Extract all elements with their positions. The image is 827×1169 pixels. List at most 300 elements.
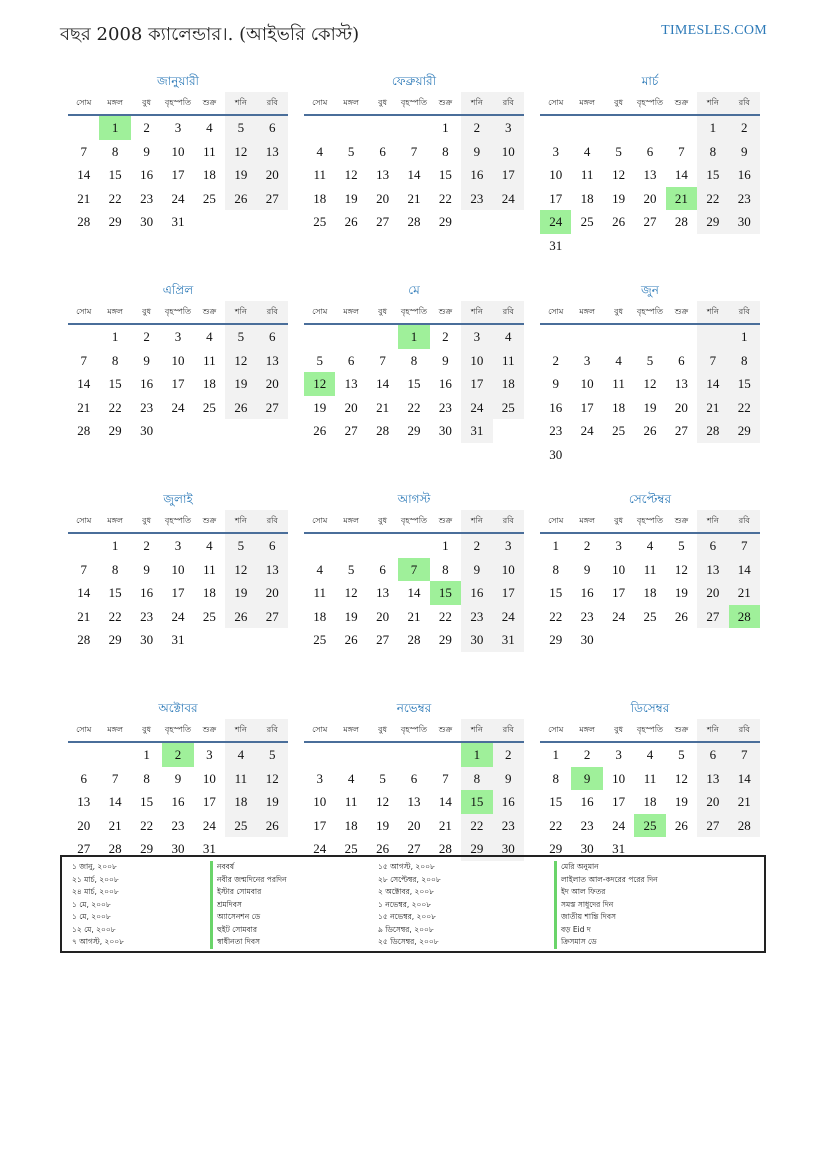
day-cell[interactable]: 24 [313,841,327,856]
day-cell[interactable]: 17 [580,399,594,415]
day-cell[interactable]: 4 [493,325,524,349]
day-cell[interactable]: 12 [376,794,390,809]
day-cell[interactable]: 4 [225,743,256,767]
day-cell[interactable]: 3 [552,143,559,159]
day-cell[interactable]: 18 [202,585,216,600]
day-cell[interactable]: 27 [376,632,390,647]
day-cell[interactable]: 20 [697,581,728,605]
day-cell[interactable]: 17 [493,163,524,187]
day-cell[interactable]: 27 [643,214,657,229]
day-cell[interactable]: 22 [549,608,563,624]
day-cell[interactable]: 30 [140,632,154,647]
day-cell[interactable]: 22 [729,396,760,420]
day-cell[interactable]: 8 [442,143,449,159]
day-cell[interactable]: 12 [225,558,256,582]
day-cell[interactable]: 13 [697,558,728,582]
day-cell[interactable]: 26 [674,608,688,624]
day-cell[interactable]: 27 [376,214,390,229]
day-cell[interactable]: 16 [549,399,563,415]
day-cell[interactable]: 15 [438,167,452,182]
day-cell[interactable]: 6 [80,770,87,786]
day-cell[interactable]: 24 [171,608,185,624]
day-cell[interactable]: 2 [143,120,150,135]
day-cell[interactable]: 3 [316,770,323,786]
day-cell[interactable]: 25 [313,632,327,647]
day-cell[interactable]: 14 [77,376,91,391]
day-cell[interactable]: 28 [407,214,421,229]
day-cell[interactable]: 2 [143,538,150,553]
day-cell[interactable]: 19 [225,372,256,396]
day-cell[interactable]: 22 [438,608,452,624]
day-cell[interactable]: 4 [615,352,622,368]
day-cell[interactable]: 18 [313,190,327,206]
day-cell[interactable]: 25 [493,396,524,420]
day-cell[interactable]: 7 [111,770,119,786]
day-cell[interactable]: 9 [461,558,492,582]
day-cell[interactable]: 20 [257,372,288,396]
day-cell[interactable]: 4 [646,747,654,762]
day-cell[interactable]: 23 [549,423,563,438]
day-cell[interactable]: 26 [674,817,688,833]
day-cell[interactable]: 22 [407,399,421,415]
day-cell[interactable]: 5 [678,538,685,553]
day-cell[interactable]: 16 [461,163,492,187]
day-cell[interactable]: 28 [438,841,452,856]
day-cell[interactable]: 9 [552,376,559,391]
day-cell[interactable]: 17 [612,585,626,600]
day-cell[interactable]: 14 [729,767,760,791]
day-cell[interactable]: 28 [77,214,91,229]
day-cell[interactable]: 10 [171,143,185,159]
day-cell[interactable]: 5 [347,561,355,577]
day-cell[interactable]: 16 [171,794,185,809]
day-cell[interactable]: 10 [612,561,626,577]
day-cell[interactable]: 3 [583,352,591,368]
day-cell[interactable]: 17 [313,817,327,833]
day-cell[interactable]: 11 [580,167,594,182]
day-cell[interactable]: 30 [140,423,154,438]
day-cell[interactable]: 4 [206,329,213,344]
day-cell[interactable]: 6 [257,116,288,140]
day-cell[interactable]: 29 [549,632,563,647]
day-cell[interactable]: 10 [171,561,185,577]
day-cell[interactable]: 31 [461,419,492,443]
day-cell[interactable]: 15 [729,372,760,396]
day-cell[interactable]: 22 [461,814,492,838]
day-cell[interactable]: 1 [143,747,150,762]
day-cell[interactable]: 3 [461,325,492,349]
day-cell[interactable]: 2 [493,743,524,767]
day-cell[interactable]: 3 [174,329,182,344]
day-cell[interactable]: 19 [376,817,390,833]
day-cell[interactable]: 17 [493,581,524,605]
day-cell[interactable]: 13 [257,349,288,373]
day-cell[interactable]: 14 [697,372,728,396]
day-cell[interactable]: 27 [257,605,288,629]
day-cell[interactable]: 6 [697,534,728,558]
day-cell[interactable]: 22 [697,187,728,211]
day-cell[interactable]: 8 [552,561,559,577]
day-cell[interactable]: 1 [442,538,449,553]
day-cell[interactable]: 25 [643,608,657,624]
day-cell[interactable]: 12 [674,770,688,786]
day-cell[interactable]: 21 [108,817,122,833]
day-cell[interactable]: 1 [111,329,119,344]
day-cell[interactable]: 4 [316,143,323,159]
day-cell[interactable]: 12 [344,167,358,182]
day-cell[interactable]: 3 [615,538,622,553]
day-cell[interactable]: 2 [442,329,449,344]
day-cell[interactable]: 30 [461,628,492,652]
day-cell[interactable]: 2 [162,743,193,767]
day-cell[interactable]: 18 [643,794,657,809]
day-cell[interactable]: 15 [407,376,421,391]
day-cell[interactable]: 19 [344,608,358,624]
day-cell[interactable]: 9 [493,767,524,791]
day-cell[interactable]: 17 [171,585,185,600]
day-cell[interactable]: 12 [612,167,626,182]
day-cell[interactable]: 10 [612,770,626,786]
day-cell[interactable]: 16 [580,794,594,809]
day-cell[interactable]: 25 [344,841,358,856]
day-cell[interactable]: 15 [549,585,563,600]
day-cell[interactable]: 1 [99,116,130,140]
day-cell[interactable]: 4 [347,770,355,786]
day-cell[interactable]: 7 [80,561,87,577]
day-cell[interactable]: 22 [108,190,122,206]
day-cell[interactable]: 26 [344,632,358,647]
day-cell[interactable]: 12 [304,372,335,396]
day-cell[interactable]: 12 [643,376,657,391]
day-cell[interactable]: 20 [376,608,390,624]
day-cell[interactable]: 1 [697,116,728,140]
day-cell[interactable]: 3 [174,120,182,135]
day-cell[interactable]: 21 [729,581,760,605]
day-cell[interactable]: 11 [203,561,216,577]
day-cell[interactable]: 27 [674,423,688,438]
day-cell[interactable]: 6 [257,325,288,349]
day-cell[interactable]: 24 [540,210,571,234]
day-cell[interactable]: 10 [202,770,216,786]
site-link[interactable]: TIMESLES.COM [661,23,767,38]
day-cell[interactable]: 16 [461,581,492,605]
day-cell[interactable]: 24 [493,187,524,211]
day-cell[interactable]: 24 [580,423,594,438]
day-cell[interactable]: 31 [171,632,185,647]
day-cell[interactable]: 8 [111,352,119,368]
day-cell[interactable]: 15 [430,581,461,605]
day-cell[interactable]: 10 [549,167,563,182]
day-cell[interactable]: 8 [442,561,449,577]
day-cell[interactable]: 21 [407,190,421,206]
day-cell[interactable]: 27 [697,605,728,629]
day-cell[interactable]: 5 [646,352,654,368]
day-cell[interactable]: 16 [729,163,760,187]
day-cell[interactable]: 30 [493,837,524,861]
day-cell[interactable]: 28 [674,214,688,229]
day-cell[interactable]: 30 [438,423,452,438]
day-cell[interactable]: 23 [580,817,594,833]
day-cell[interactable]: 27 [257,187,288,211]
day-cell[interactable]: 26 [376,841,390,856]
day-cell[interactable]: 28 [697,419,728,443]
day-cell[interactable]: 23 [140,190,154,206]
day-cell[interactable]: 26 [225,605,256,629]
day-cell[interactable]: 19 [674,794,688,809]
day-cell[interactable]: 23 [461,605,492,629]
day-cell[interactable]: 26 [257,814,288,838]
day-cell[interactable]: 9 [143,143,150,159]
day-cell[interactable]: 8 [111,143,119,159]
day-cell[interactable]: 22 [108,399,122,415]
day-cell[interactable]: 2 [461,534,492,558]
day-cell[interactable]: 20 [257,163,288,187]
day-cell[interactable]: 6 [678,352,685,368]
day-cell[interactable]: 23 [140,399,154,415]
day-cell[interactable]: 19 [344,190,358,206]
day-cell[interactable]: 1 [729,325,760,349]
day-cell[interactable]: 29 [108,214,122,229]
day-cell[interactable]: 28 [77,632,91,647]
day-cell[interactable]: 20 [643,190,657,206]
day-cell[interactable]: 14 [729,558,760,582]
day-cell[interactable]: 16 [140,585,154,600]
day-cell[interactable]: 7 [379,352,386,368]
day-cell[interactable]: 18 [202,167,216,182]
day-cell[interactable]: 4 [316,561,323,577]
day-cell[interactable]: 16 [580,585,594,600]
day-cell[interactable]: 21 [77,608,91,624]
day-cell[interactable]: 10 [461,349,492,373]
day-cell[interactable]: 4 [206,538,213,553]
day-cell[interactable]: 24 [612,817,626,833]
day-cell[interactable]: 28 [729,605,760,629]
day-cell[interactable]: 15 [549,794,563,809]
day-cell[interactable]: 22 [549,817,563,833]
day-cell[interactable]: 7 [729,743,760,767]
day-cell[interactable]: 5 [257,743,288,767]
day-cell[interactable]: 17 [171,376,185,391]
day-cell[interactable]: 1 [398,325,429,349]
day-cell[interactable]: 6 [410,770,418,786]
day-cell[interactable]: 5 [615,143,622,159]
day-cell[interactable]: 29 [697,210,728,234]
day-cell[interactable]: 19 [225,163,256,187]
day-cell[interactable]: 18 [643,585,657,600]
day-cell[interactable]: 23 [171,817,185,833]
day-cell[interactable]: 14 [108,794,122,809]
day-cell[interactable]: 11 [344,794,358,809]
day-cell[interactable]: 2 [143,329,150,344]
day-cell[interactable]: 3 [206,747,213,762]
day-cell[interactable]: 1 [552,538,559,553]
day-cell[interactable]: 3 [493,116,524,140]
day-cell[interactable]: 20 [344,399,358,415]
day-cell[interactable]: 15 [108,167,122,182]
day-cell[interactable]: 17 [461,372,492,396]
day-cell[interactable]: 20 [376,190,390,206]
day-cell[interactable]: 1 [111,538,119,553]
day-cell[interactable]: 14 [376,376,390,391]
day-cell[interactable]: 2 [583,747,591,762]
day-cell[interactable]: 28 [77,423,91,438]
day-cell[interactable]: 18 [202,376,216,391]
day-cell[interactable]: 19 [674,585,688,600]
day-cell[interactable]: 7 [697,349,728,373]
day-cell[interactable]: 1 [461,743,492,767]
day-cell[interactable]: 13 [376,167,390,182]
day-cell[interactable]: 7 [678,143,685,159]
day-cell[interactable]: 31 [171,214,185,229]
day-cell[interactable]: 8 [111,561,119,577]
day-cell[interactable]: 16 [140,167,154,182]
day-cell[interactable]: 12 [674,561,688,577]
day-cell[interactable]: 23 [140,608,154,624]
day-cell[interactable]: 21 [697,396,728,420]
day-cell[interactable]: 23 [580,608,594,624]
day-cell[interactable]: 11 [203,352,216,368]
day-cell[interactable]: 10 [171,352,185,368]
day-cell[interactable]: 11 [203,143,216,159]
day-cell[interactable]: 11 [612,376,625,391]
day-cell[interactable]: 8 [552,770,559,786]
day-cell[interactable]: 28 [407,632,421,647]
day-cell[interactable]: 25 [634,814,665,838]
day-cell[interactable]: 9 [461,140,492,164]
day-cell[interactable]: 14 [674,167,688,182]
day-cell[interactable]: 29 [438,632,452,647]
day-cell[interactable]: 8 [143,770,150,786]
day-cell[interactable]: 5 [225,325,256,349]
day-cell[interactable]: 7 [398,558,429,582]
day-cell[interactable]: 24 [171,190,185,206]
day-cell[interactable]: 26 [612,214,626,229]
day-cell[interactable]: 9 [583,561,591,577]
day-cell[interactable]: 4 [646,538,654,553]
day-cell[interactable]: 15 [461,790,492,814]
day-cell[interactable]: 7 [729,534,760,558]
day-cell[interactable]: 31 [202,841,216,856]
day-cell[interactable]: 11 [225,767,256,791]
day-cell[interactable]: 26 [643,423,657,438]
day-cell[interactable]: 10 [313,794,327,809]
day-cell[interactable]: 20 [407,817,421,833]
day-cell[interactable]: 31 [549,237,563,253]
day-cell[interactable]: 17 [202,794,216,809]
day-cell[interactable]: 10 [493,140,524,164]
day-cell[interactable]: 8 [461,767,492,791]
day-cell[interactable]: 17 [549,190,563,206]
day-cell[interactable]: 7 [80,352,87,368]
day-cell[interactable]: 25 [612,423,626,438]
day-cell[interactable]: 9 [143,561,150,577]
day-cell[interactable]: 30 [549,446,563,462]
day-cell[interactable]: 30 [729,210,760,234]
day-cell[interactable]: 24 [171,399,185,415]
day-cell[interactable]: 14 [407,167,421,182]
day-cell[interactable]: 18 [225,790,256,814]
day-cell[interactable]: 13 [697,767,728,791]
day-cell[interactable]: 19 [643,399,657,415]
day-cell[interactable]: 27 [257,396,288,420]
day-cell[interactable]: 30 [580,632,594,647]
day-cell[interactable]: 15 [697,163,728,187]
day-cell[interactable]: 13 [257,558,288,582]
day-cell[interactable]: 21 [376,399,390,415]
day-cell[interactable]: 21 [438,817,452,833]
day-cell[interactable]: 16 [140,376,154,391]
day-cell[interactable]: 25 [313,214,327,229]
day-cell[interactable]: 3 [615,747,622,762]
day-cell[interactable]: 27 [407,841,421,856]
day-cell[interactable]: 13 [257,140,288,164]
day-cell[interactable]: 6 [379,143,386,159]
day-cell[interactable]: 12 [225,349,256,373]
day-cell[interactable]: 24 [202,817,216,833]
day-cell[interactable]: 5 [225,534,256,558]
day-cell[interactable]: 27 [697,814,728,838]
day-cell[interactable]: 11 [643,561,657,577]
day-cell[interactable]: 15 [108,585,122,600]
day-cell[interactable]: 25 [225,814,256,838]
day-cell[interactable]: 3 [174,538,182,553]
day-cell[interactable]: 1 [442,120,449,135]
day-cell[interactable]: 13 [376,585,390,600]
day-cell[interactable]: 6 [697,743,728,767]
day-cell[interactable]: 4 [583,143,591,159]
day-cell[interactable]: 30 [171,841,185,856]
day-cell[interactable]: 13 [643,167,657,182]
day-cell[interactable]: 13 [344,376,358,391]
day-cell[interactable]: 7 [80,143,87,159]
day-cell[interactable]: 15 [108,376,122,391]
day-cell[interactable]: 5 [379,770,386,786]
day-cell[interactable]: 17 [171,167,185,182]
day-cell[interactable]: 9 [729,140,760,164]
day-cell[interactable]: 22 [140,817,154,833]
day-cell[interactable]: 24 [493,605,524,629]
day-cell[interactable]: 21 [407,608,421,624]
day-cell[interactable]: 27 [77,841,91,856]
day-cell[interactable]: 18 [313,608,327,624]
day-cell[interactable]: 14 [407,585,421,600]
day-cell[interactable]: 17 [612,794,626,809]
day-cell[interactable]: 14 [77,585,91,600]
day-cell[interactable]: 14 [77,167,91,182]
day-cell[interactable]: 29 [108,632,122,647]
day-cell[interactable]: 11 [493,349,524,373]
day-cell[interactable]: 9 [143,352,150,368]
day-cell[interactable]: 9 [174,770,182,786]
day-cell[interactable]: 19 [225,581,256,605]
day-cell[interactable]: 15 [140,794,154,809]
day-cell[interactable]: 2 [729,116,760,140]
day-cell[interactable]: 11 [313,167,326,182]
day-cell[interactable]: 28 [108,841,122,856]
day-cell[interactable]: 29 [407,423,421,438]
day-cell[interactable]: 26 [344,214,358,229]
day-cell[interactable]: 19 [313,399,327,415]
day-cell[interactable]: 16 [493,790,524,814]
day-cell[interactable]: 21 [729,790,760,814]
day-cell[interactable]: 18 [612,399,626,415]
day-cell[interactable]: 30 [140,214,154,229]
day-cell[interactable]: 18 [580,190,594,206]
day-cell[interactable]: 30 [580,841,594,856]
day-cell[interactable]: 29 [108,423,122,438]
day-cell[interactable]: 21 [77,190,91,206]
day-cell[interactable]: 26 [313,423,327,438]
